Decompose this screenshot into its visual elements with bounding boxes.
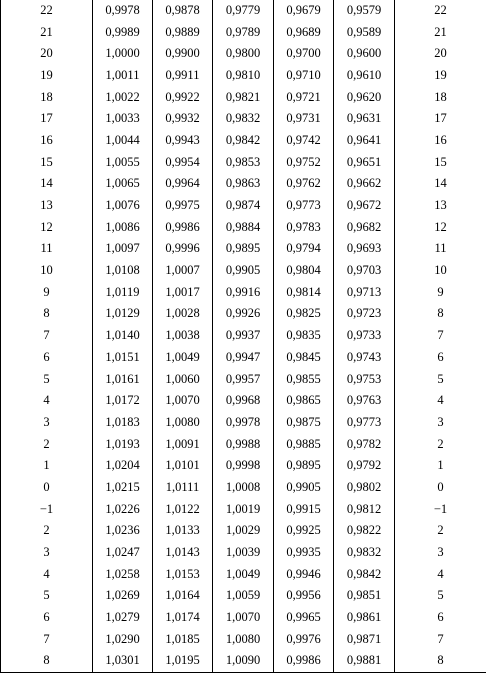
table-cell: 1,0258 [93,563,153,585]
table-cell: 1,0029 [213,520,274,542]
table-row [1,455,486,477]
table-cell: 1,0028 [153,303,213,325]
table-cell: 0,9986 [153,217,213,239]
row-label-left: 11 [1,238,93,260]
table-cell: 1,0097 [93,238,153,260]
table-cell: 1,0008 [213,477,274,499]
row-label-left: 12 [1,217,93,239]
row-label-left: 20 [1,43,93,65]
table-cell: 0,9855 [274,368,334,390]
table-cell: 0,9610 [334,65,395,87]
table-cell: 0,9779 [213,0,274,22]
table-cell: 1,0151 [93,347,153,369]
table-cell: 0,9922 [153,87,213,109]
table-cell: 1,0236 [93,520,153,542]
table-cell: 0,9821 [213,87,274,109]
table-cell: 0,9812 [334,498,395,520]
table-cell: 1,0185 [153,628,213,650]
row-label-right: 15 [395,152,486,174]
table-cell: 1,0140 [93,325,153,347]
table-row [1,22,486,44]
table-cell: 0,9861 [334,607,395,629]
row-label-right: 21 [395,22,486,44]
table-cell: 0,9935 [274,542,334,564]
row-label-right: 10 [395,260,486,282]
table-row [1,108,486,130]
table-cell: 1,0007 [153,260,213,282]
table-cell: 0,9926 [213,303,274,325]
row-label-right: 4 [395,390,486,412]
table-cell: 0,9700 [274,43,334,65]
row-label-left: 17 [1,108,93,130]
row-label-left: 3 [1,412,93,434]
table-cell: 1,0091 [153,433,213,455]
table-cell: 0,9954 [153,152,213,174]
table-cell: 1,0193 [93,433,153,455]
table-cell: 0,9703 [334,260,395,282]
table-cell: 0,9679 [274,0,334,22]
table-cell: 1,0204 [93,455,153,477]
table-cell: 0,9900 [153,43,213,65]
table-cell: 1,0129 [93,303,153,325]
table-cell: 0,9905 [213,260,274,282]
table-row [1,303,486,325]
row-label-left: 16 [1,130,93,152]
table-cell: 1,0215 [93,477,153,499]
table-row [1,477,486,499]
table-cell: 0,9875 [274,412,334,434]
table-cell: 0,9631 [334,108,395,130]
table-cell: 0,9713 [334,282,395,304]
table-cell: 1,0153 [153,563,213,585]
row-label-right: 8 [395,650,486,672]
table-cell: 0,9853 [213,152,274,174]
table-cell: 0,9943 [153,130,213,152]
table-cell: 0,9752 [274,152,334,174]
table-cell: 1,0090 [213,650,274,672]
table-cell: 0,9878 [153,0,213,22]
table-cell: 1,0279 [93,607,153,629]
table-cell: 0,9957 [213,368,274,390]
table-cell: 0,9822 [334,520,395,542]
table-cell: 1,0226 [93,498,153,520]
table-cell: 1,0000 [93,43,153,65]
row-label-left: 2 [1,520,93,542]
row-label-left: 10 [1,260,93,282]
row-label-left: 7 [1,628,93,650]
table-cell: 0,9693 [334,238,395,260]
table-cell: 0,9988 [213,433,274,455]
table-row [1,152,486,174]
row-label-left: 4 [1,390,93,412]
table-cell: 0,9842 [213,130,274,152]
row-label-right: 20 [395,43,486,65]
table-row [1,347,486,369]
table-cell: 1,0164 [153,585,213,607]
table-cell: 0,9600 [334,43,395,65]
table-cell: 0,9881 [334,650,395,672]
table-cell: 1,0290 [93,628,153,650]
row-label-right: 11 [395,238,486,260]
row-label-right: 7 [395,325,486,347]
table-row [1,390,486,412]
table-body [1,0,486,673]
table-row [1,412,486,434]
table-row [1,282,486,304]
table-cell: 0,9932 [153,108,213,130]
table-cell: 1,0269 [93,585,153,607]
table-cell: 0,9946 [274,563,334,585]
row-label-left: 1 [1,455,93,477]
row-label-left: −1 [1,498,93,520]
row-label-left: 9 [1,282,93,304]
table-cell: 1,0065 [93,173,153,195]
table-cell: 0,9742 [274,130,334,152]
table-cell: 1,0044 [93,130,153,152]
table-cell: 0,9835 [274,325,334,347]
table-cell: 0,9989 [93,22,153,44]
table-cell: 0,9789 [213,22,274,44]
table-cell: 0,9911 [153,65,213,87]
table-cell: 1,0070 [153,390,213,412]
table-cell: 0,9743 [334,347,395,369]
table-cell: 0,9579 [334,0,395,22]
row-label-right: 5 [395,368,486,390]
row-label-right: 2 [395,520,486,542]
table-cell: 0,9662 [334,173,395,195]
table-cell: 0,9889 [153,22,213,44]
table-cell: 1,0060 [153,368,213,390]
table-row [1,238,486,260]
table-row [1,195,486,217]
table-cell: 1,0086 [93,217,153,239]
table-cell: 1,0011 [93,65,153,87]
table-cell: 0,9783 [274,217,334,239]
table-cell: 1,0080 [213,628,274,650]
table-cell: 0,9651 [334,152,395,174]
table-cell: 0,9810 [213,65,274,87]
table-cell: 0,9874 [213,195,274,217]
row-label-right: 0 [395,477,486,499]
table-cell: 0,9710 [274,65,334,87]
row-label-left: 5 [1,585,93,607]
table-cell: 1,0119 [93,282,153,304]
table-cell: 1,0301 [93,650,153,672]
table-cell: 0,9825 [274,303,334,325]
row-label-left: 15 [1,152,93,174]
table-cell: 1,0039 [213,542,274,564]
table-cell: 0,9814 [274,282,334,304]
table-cell: 0,9804 [274,260,334,282]
table-cell: 1,0017 [153,282,213,304]
table-cell: 0,9682 [334,217,395,239]
table-row [1,43,486,65]
row-label-left: 21 [1,22,93,44]
table-cell: 1,0076 [93,195,153,217]
table-row [1,563,486,585]
table-row [1,173,486,195]
table-cell: 0,9620 [334,87,395,109]
row-label-left: 8 [1,303,93,325]
row-label-left: 7 [1,325,93,347]
row-label-left: 13 [1,195,93,217]
table-cell: 1,0101 [153,455,213,477]
table-row [1,325,486,347]
table-cell: 1,0049 [213,563,274,585]
table-cell: 0,9976 [274,628,334,650]
row-label-right: 9 [395,282,486,304]
table-cell: 0,9895 [274,455,334,477]
table-cell: 1,0143 [153,542,213,564]
table-cell: 0,9968 [213,390,274,412]
table-cell: 1,0033 [93,108,153,130]
table-cell: 0,9731 [274,108,334,130]
table-cell: 0,9895 [213,238,274,260]
row-label-right: 17 [395,108,486,130]
table-cell: 0,9689 [274,22,334,44]
row-label-left: 6 [1,607,93,629]
table-cell: 0,9851 [334,585,395,607]
table-cell: 0,9978 [93,0,153,22]
table-cell: 0,9802 [334,477,395,499]
table-cell: 0,9641 [334,130,395,152]
table-row [1,0,486,22]
table-cell: 0,9753 [334,368,395,390]
table-cell: 1,0019 [213,498,274,520]
table-cell: 0,9773 [334,412,395,434]
row-label-right: 8 [395,303,486,325]
row-label-right: 6 [395,347,486,369]
table-cell: 0,9965 [274,607,334,629]
table-cell: 0,9885 [274,433,334,455]
table-cell: 1,0049 [153,347,213,369]
table-cell: 0,9832 [334,542,395,564]
table-row [1,260,486,282]
table-cell: 0,9986 [274,650,334,672]
table-cell: 0,9763 [334,390,395,412]
table-cell: 0,9964 [153,173,213,195]
table-cell: 1,0055 [93,152,153,174]
table-cell: 1,0161 [93,368,153,390]
table-cell: 0,9915 [274,498,334,520]
row-label-right: 12 [395,217,486,239]
table-cell: 0,9925 [274,520,334,542]
table-row [1,607,486,629]
row-label-left: 6 [1,347,93,369]
table-cell: 1,0247 [93,542,153,564]
table-cell: 0,9937 [213,325,274,347]
table-cell: 0,9733 [334,325,395,347]
row-label-right: 1 [395,455,486,477]
table-cell: 0,9723 [334,303,395,325]
table-cell: 0,9782 [334,433,395,455]
table-cell: 1,0122 [153,498,213,520]
table-cell: 0,9845 [274,347,334,369]
table-row [1,650,486,672]
table-cell: 1,0080 [153,412,213,434]
row-label-left: 19 [1,65,93,87]
table-cell: 0,9998 [213,455,274,477]
row-label-left: 2 [1,433,93,455]
row-label-right: 5 [395,585,486,607]
table-row [1,498,486,520]
table-row [1,368,486,390]
table-row [1,542,486,564]
table-cell: 0,9832 [213,108,274,130]
table-row [1,65,486,87]
row-label-left: 18 [1,87,93,109]
table-row [1,130,486,152]
table-cell: 0,9721 [274,87,334,109]
row-label-left: 8 [1,650,93,672]
table-cell: 1,0108 [93,260,153,282]
row-label-right: 7 [395,628,486,650]
table-cell: 0,9975 [153,195,213,217]
table-cell: 1,0183 [93,412,153,434]
row-label-right: 6 [395,607,486,629]
table-row [1,628,486,650]
table-cell: 0,9947 [213,347,274,369]
table-cell: 0,9865 [274,390,334,412]
table-cell: 0,9996 [153,238,213,260]
table-cell: 0,9762 [274,173,334,195]
table-cell: 0,9978 [213,412,274,434]
row-label-right: 3 [395,412,486,434]
row-label-left: 0 [1,477,93,499]
table-cell: 0,9792 [334,455,395,477]
row-label-right: 14 [395,173,486,195]
row-label-right: 2 [395,433,486,455]
table-cell: 1,0172 [93,390,153,412]
row-label-right: 18 [395,87,486,109]
row-label-left: 3 [1,542,93,564]
table-row [1,217,486,239]
table-cell: 1,0070 [213,607,274,629]
table-cell: 1,0059 [213,585,274,607]
table-row [1,87,486,109]
table-cell: 0,9863 [213,173,274,195]
row-label-right: 19 [395,65,486,87]
row-label-right: 22 [395,0,486,22]
table-cell: 1,0174 [153,607,213,629]
table-cell: 0,9842 [334,563,395,585]
table-cell: 0,9800 [213,43,274,65]
row-label-left: 14 [1,173,93,195]
table-cell: 0,9884 [213,217,274,239]
table-row [1,520,486,542]
table-cell: 0,9916 [213,282,274,304]
row-label-right: 13 [395,195,486,217]
row-label-left: 5 [1,368,93,390]
table-cell: 1,0111 [153,477,213,499]
table-row [1,585,486,607]
table-row [1,433,486,455]
row-label-right: 3 [395,542,486,564]
table-cell: 0,9905 [274,477,334,499]
table-cell: 0,9672 [334,195,395,217]
row-label-right: −1 [395,498,486,520]
row-label-right: 16 [395,130,486,152]
table-cell: 1,0022 [93,87,153,109]
table-cell: 0,9773 [274,195,334,217]
row-label-left: 22 [1,0,93,22]
table-cell: 1,0195 [153,650,213,672]
table-cell: 0,9871 [334,628,395,650]
table-cell: 1,0038 [153,325,213,347]
table-cell: 1,0133 [153,520,213,542]
row-label-left: 4 [1,563,93,585]
table-cell: 0,9589 [334,22,395,44]
table-cell: 0,9956 [274,585,334,607]
row-label-right: 4 [395,563,486,585]
table-cell: 0,9794 [274,238,334,260]
